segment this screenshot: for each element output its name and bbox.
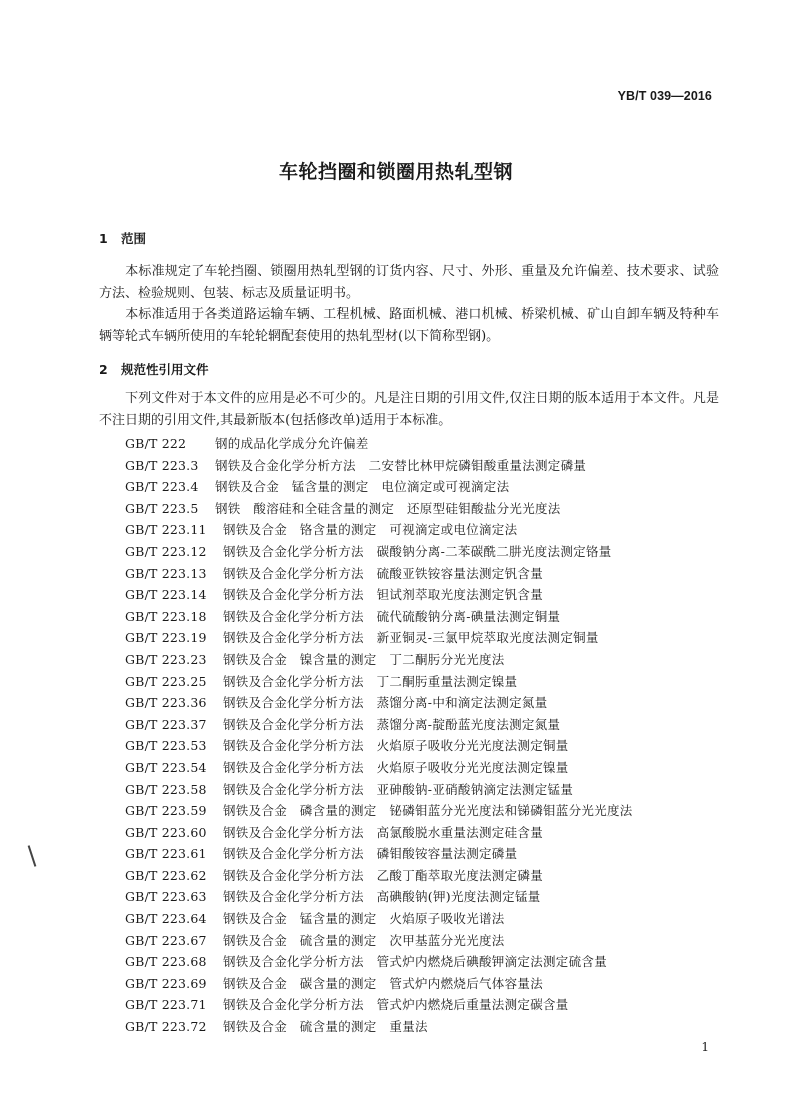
reference-item	[125, 671, 633, 693]
reference-title: 钢铁及合金化学分析方法 火焰原子吸收分光光度法测定铜量	[223, 738, 569, 754]
reference-title: 钢铁及合金化学分析方法 蒸馏分离-中和滴定法测定氮量	[223, 695, 548, 711]
reference-title: 钢铁及合金化学分析方法 管式炉内燃烧后重量法测定碳含量	[223, 997, 569, 1013]
paragraph-text: 下列文件对于本文件的应用是必不可少的。凡是注日期的引用文件,仅注日期的版本适用于本文件。凡是不注日期的引用文件,其最新版本(包括修改单)适用于本标准。	[99, 391, 719, 428]
reference-code: GB/T 223.4	[125, 479, 199, 495]
reference-title: 钢铁及合金化学分析方法 蒸馏分离-靛酚蓝光度法测定氮量	[223, 716, 561, 732]
reference-title: 钢铁及合金化学分析方法 乙酸丁酯萃取光度法测定磷量	[223, 867, 544, 883]
reference-item	[125, 757, 633, 779]
scan-artifact	[28, 845, 37, 867]
reference-item	[125, 994, 633, 1016]
reference-code: GB/T 223.62	[125, 867, 207, 883]
reference-title: 钢铁及合金化学分析方法 亚砷酸钠-亚硝酸钠滴定法测定锰量	[223, 781, 574, 797]
reference-code: GB/T 223.18	[125, 608, 207, 624]
reference-title: 钢铁及合金化学分析方法 火焰原子吸收分光光度法测定镍量	[223, 759, 569, 775]
reference-item	[125, 973, 633, 995]
reference-code: GB/T 223.12	[125, 543, 207, 559]
reference-item	[125, 476, 633, 498]
section-number: 2	[99, 362, 108, 377]
reference-item	[125, 822, 633, 844]
reference-title: 钢铁及合金 锰含量的测定 火焰原子吸收光谱法	[223, 911, 505, 927]
reference-title: 钢铁及合金 镍含量的测定 丁二酮肟分光光度法	[223, 651, 505, 667]
reference-item	[125, 843, 633, 865]
reference-title: 钢铁及合金化学分析方法 管式炉内燃烧后碘酸钾滴定法测定硫含量	[223, 954, 608, 970]
reference-code: GB/T 223.3	[125, 457, 199, 473]
reference-title: 钢铁及合金 磷含量的测定 铋磷钼蓝分光光度法和锑磷钼蓝分光光度法	[223, 803, 633, 819]
reference-item	[125, 584, 633, 606]
reference-code: GB/T 223.19	[125, 630, 207, 646]
section-title: 规范性引用文件	[121, 362, 209, 377]
reference-code: GB/T 223.61	[125, 846, 207, 862]
section-1-heading	[99, 229, 146, 247]
section-2-heading	[99, 360, 209, 378]
reference-item	[125, 951, 633, 973]
paragraph-text: 本标准适用于各类道路运输车辆、工程机械、路面机械、港口机械、桥梁机械、矿山自卸车辆及特种车辆等轮式车辆所使用的车轮轮辋配套使用的热轧型材(以下简称型钢)。	[99, 307, 719, 344]
reference-code: GB/T 223.67	[125, 932, 207, 948]
section-title: 范围	[121, 231, 147, 246]
reference-code: GB/T 223.11	[125, 522, 207, 538]
reference-code: GB/T 223.72	[125, 1019, 207, 1035]
paragraph-text: 本标准规定了车轮挡圈、锁圈用热轧型钢的订货内容、尺寸、外形、重量及允许偏差、技术要求、试验方法、检验规则、包装、标志及质量证明书。	[99, 264, 719, 301]
reference-code: GB/T 223.53	[125, 738, 207, 754]
reference-code: GB/T 223.64	[125, 911, 207, 927]
reference-code: GB/T 223.36	[125, 695, 207, 711]
standard-code: YB/T 039—2016	[617, 89, 712, 103]
scope-paragraph-2	[99, 304, 719, 347]
section-number: 1	[99, 231, 108, 246]
reference-code: GB/T 223.59	[125, 803, 207, 819]
reference-item	[125, 714, 633, 736]
reference-title: 钢铁及合金化学分析方法 钽试剂萃取光度法测定钒含量	[223, 587, 544, 603]
reference-item	[125, 627, 633, 649]
reference-code: GB/T 223.69	[125, 975, 207, 991]
reference-item	[125, 649, 633, 671]
references-intro-paragraph	[99, 388, 719, 431]
reference-title: 钢铁及合金 硫含量的测定 次甲基蓝分光光度法	[223, 932, 505, 948]
reference-item	[125, 455, 633, 477]
page-number: 1	[701, 1040, 709, 1054]
reference-title: 钢铁及合金 铬含量的测定 可视滴定或电位滴定法	[223, 522, 518, 538]
reference-code: GB/T 223.14	[125, 587, 207, 603]
scope-paragraph-1	[99, 261, 719, 304]
reference-item	[125, 606, 633, 628]
reference-item	[125, 886, 633, 908]
reference-code: GB/T 223.68	[125, 954, 207, 970]
reference-item	[125, 930, 633, 952]
reference-item	[125, 563, 633, 585]
reference-item	[125, 519, 633, 541]
reference-code: GB/T 223.54	[125, 759, 207, 775]
reference-title: 钢铁及合金化学分析方法 二安替比林甲烷磷钼酸重量法测定磷量	[215, 457, 587, 473]
reference-title: 钢铁及合金化学分析方法 高碘酸钠(钾)光度法测定锰量	[223, 889, 541, 905]
reference-code: GB/T 223.58	[125, 781, 207, 797]
reference-item	[125, 865, 633, 887]
reference-item	[125, 779, 633, 801]
reference-title: 钢铁及合金化学分析方法 硫酸亚铁铵容量法测定钒含量	[223, 565, 544, 581]
reference-item	[125, 498, 633, 520]
reference-code: GB/T 223.25	[125, 673, 207, 689]
reference-title: 钢铁及合金 硫含量的测定 重量法	[223, 1019, 428, 1035]
reference-title: 钢铁及合金化学分析方法 丁二酮肟重量法测定镍量	[223, 673, 518, 689]
reference-code: GB/T 223.63	[125, 889, 207, 905]
reference-item	[125, 735, 633, 757]
reference-title: 钢铁及合金化学分析方法 硫代硫酸钠分离-碘量法测定铜量	[223, 608, 561, 624]
reference-code: GB/T 223.23	[125, 651, 207, 667]
reference-title: 钢铁及合金 碳含量的测定 管式炉内燃烧后气体容量法	[223, 975, 544, 991]
reference-item	[125, 908, 633, 930]
reference-title: 钢铁及合金化学分析方法 高氯酸脱水重量法测定硅含量	[223, 824, 544, 840]
reference-code: GB/T 223.71	[125, 997, 207, 1013]
reference-code: GB/T 223.5	[125, 500, 199, 516]
reference-title: 钢的成品化学成分允许偏差	[215, 436, 369, 451]
reference-code: GB/T 223.60	[125, 824, 207, 840]
reference-item	[125, 692, 633, 714]
document-title: 车轮挡圈和锁圈用热轧型钢	[278, 161, 513, 183]
reference-item	[125, 800, 633, 822]
reference-title: 钢铁及合金化学分析方法 磷钼酸铵容量法测定磷量	[223, 846, 518, 862]
reference-code: GB/T 223.13	[125, 565, 207, 581]
reference-title: 钢铁及合金 锰含量的测定 电位滴定或可视滴定法	[215, 479, 510, 495]
reference-title: 钢铁及合金化学分析方法 碳酸钠分离-二苯碳酰二肼光度法测定铬量	[223, 543, 612, 559]
reference-item	[125, 1016, 633, 1038]
reference-list	[125, 433, 633, 1038]
reference-code: GB/T 223.37	[125, 716, 207, 732]
reference-item	[125, 433, 633, 455]
reference-title: 钢铁及合金化学分析方法 新亚铜灵-三氯甲烷萃取光度法测定铜量	[223, 630, 599, 646]
reference-title: 钢铁 酸溶硅和全硅含量的测定 还原型硅钼酸盐分光光度法	[215, 500, 561, 516]
reference-code: GB/T 222	[125, 436, 187, 451]
reference-item	[125, 541, 633, 563]
